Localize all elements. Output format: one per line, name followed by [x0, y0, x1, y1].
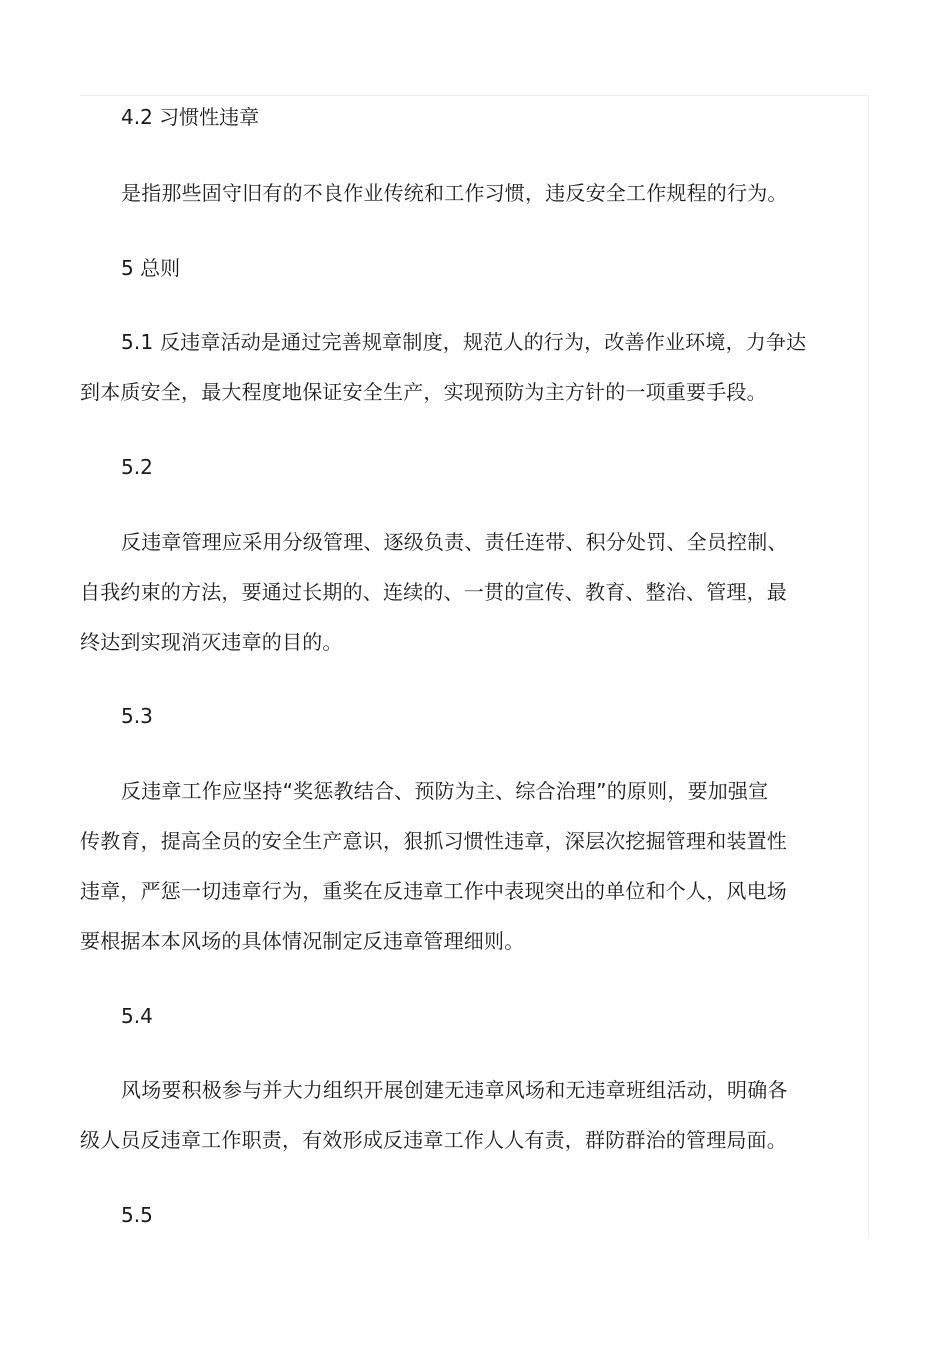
paragraph-line: 是指那些固守旧有的不良作业传统和工作习惯，违反安全工作规程的行为。: [121, 181, 788, 205]
section-heading-5-3: 5.3: [121, 704, 153, 728]
paragraph-line: 违章，严惩一切违章行为，重奖在反违章工作中表现突出的单位和个人，风电场: [80, 879, 787, 903]
paragraph-5-2: [80, 517, 830, 667]
paragraph-5-3: [80, 766, 830, 966]
paragraph-line: 终达到实现消灭违章的目的。: [80, 630, 343, 654]
paragraph-line: 反违章工作应坚持“奖惩教结合、预防为主、综合治理”的原则，要加强宣: [121, 779, 769, 803]
section-heading-5: 5 总则: [121, 256, 181, 280]
paragraph-line: 要根据本本风场的具体情况制定反违章管理细则。: [80, 929, 525, 953]
paragraph-5-4: [80, 1065, 830, 1165]
section-heading-5-2: 5.2: [121, 455, 153, 479]
paragraph-line: 传教育，提高全员的安全生产意识，狠抓习惯性违章，深层次挖掘管理和装置性: [80, 829, 787, 853]
paragraph-line: 风场要积极参与并大力组织开展创建无违章风场和无违章班组活动，明确各: [121, 1078, 788, 1102]
paragraph-line: 到本质安全，最大程度地保证安全生产，实现预防为主方针的一项重要手段。: [80, 380, 767, 404]
paragraph-line: 级人员反违章工作职责，有效形成反违章工作人人有责，群防群治的管理局面。: [80, 1128, 787, 1152]
section-heading-4-2: 4.2 习惯性违章: [121, 105, 260, 129]
paragraph-line: 反违章管理应采用分级管理、逐级负责、责任连带、积分处罚、全员控制、: [121, 530, 788, 554]
section-heading-5-5: 5.5: [121, 1203, 153, 1227]
paragraph-line: 自我约束的方法，要通过长期的、连续的、一贯的宣传、教育、整治、管理，最: [80, 580, 787, 604]
paragraph-line: 5.1 反违章活动是通过完善规章制度，规范人的行为，改善作业环境，力争达: [121, 330, 807, 354]
section-heading-5-4: 5.4: [121, 1004, 153, 1028]
paragraph-4-2: [80, 168, 830, 218]
paragraph-5-1: [80, 317, 830, 417]
